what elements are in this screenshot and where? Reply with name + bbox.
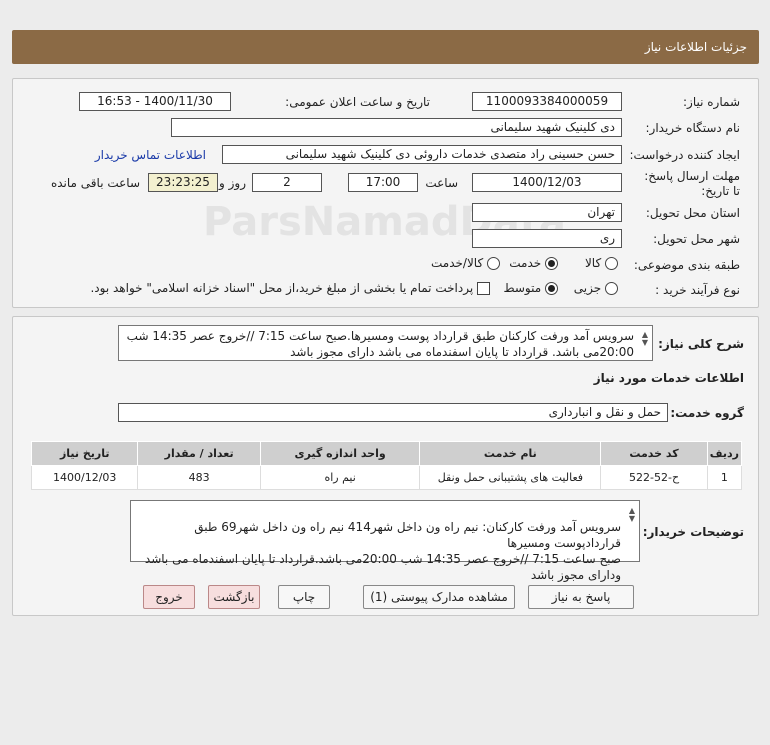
column-header: کد خدمت [601, 442, 707, 466]
buyer-org-field: دی کلینیک شهید سلیمانی [171, 118, 622, 137]
announce-label: تاریخ و ساعت اعلان عمومی: [285, 95, 430, 109]
details-panel [12, 316, 759, 616]
print-button[interactable]: چاپ [278, 585, 330, 609]
column-header: ردیف [707, 442, 741, 466]
reply-button[interactable]: پاسخ به نیاز [528, 585, 634, 609]
summary-scroll-icon[interactable]: ▲ ▼ [641, 330, 648, 347]
table-header-row [32, 442, 742, 466]
service-group-field: حمل و نقل و انبارداری [118, 403, 668, 422]
need-number-label: شماره نیاز: [683, 95, 740, 109]
province-label: استان محل تحویل: [645, 206, 740, 220]
service-group-label: گروه خدمت: [670, 406, 744, 420]
checkbox-icon[interactable] [477, 282, 490, 295]
cell-need-date: 1400/12/03 [32, 466, 138, 490]
radio-selected-icon[interactable] [545, 257, 558, 270]
category-option-goods-service[interactable]: کالا/خدمت [431, 256, 500, 270]
exit-button[interactable]: خروج [143, 585, 195, 609]
process-option-medium[interactable]: متوسط [503, 281, 558, 295]
deadline-date-field: 1400/12/03 [472, 173, 622, 192]
buyer-org-label: نام دستگاه خریدار: [645, 121, 740, 135]
announce-field: 1400/11/30 - 16:53 [79, 92, 231, 111]
services-table [31, 441, 742, 490]
deadline-time-field: 17:00 [348, 173, 418, 192]
summary-textbox: سرویس آمد ورفت کارکنان طبق قرارداد پوست ومسیرها.صبح ساعت 7:15 //خروج عصر 14:35 شب 20:00می باشد. قرارداد تا پایان اسفندماه می باشد دارای مجوز باشد [118, 325, 653, 361]
province-field: تهران [472, 203, 622, 222]
buyer-notes-label: توضیحات خریدار: [642, 525, 744, 539]
watermark: ParsNamadData [203, 199, 566, 245]
remaining-label: ساعت باقی مانده [50, 176, 140, 190]
back-button[interactable]: بازگشت [208, 585, 260, 609]
cell-row-number: 1 [707, 466, 741, 490]
column-header: تعداد / مقدار [138, 442, 260, 466]
cell-unit: نیم راه [260, 466, 420, 490]
time-label: ساعت [425, 176, 458, 190]
category-label: طبقه بندی موضوعی: [633, 258, 740, 272]
radio-unselected-icon[interactable] [605, 282, 618, 295]
info-panel [12, 78, 759, 308]
radio-unselected-icon[interactable] [487, 257, 500, 270]
need-number-field: 1100093384000059 [472, 92, 622, 111]
category-option-service[interactable]: خدمت [509, 256, 558, 270]
page-header [12, 30, 759, 64]
cell-service-name: فعالیت های پشتیبانی حمل ونقل [420, 466, 601, 490]
summary-label: شرح کلی نیاز: [658, 337, 744, 351]
buyer-notes-textbox: سرویس آمد ورفت کارکنان: نیم راه ون داخل شهر414 نیم راه ون داخل شهر69 طبق قراردادپوست ومسیرها صبح ساعت 7:15 //خروج عصر 14:35 شب 20:00می باشد.قرارداد تا پایان اسفندماه می باشد ودارای مجوز باشد [130, 500, 640, 562]
creator-field: حسن حسینی راد متصدی خدمات داروئی دی کلینیک شهید سلیمانی [222, 145, 622, 164]
cell-quantity: 483 [138, 466, 260, 490]
days-label: روز و [219, 176, 246, 190]
remaining-time-field: 23:23:25 [148, 173, 218, 192]
treasury-payment-checkbox[interactable]: پرداخت تمام یا بخشی از مبلغ خرید،از محل "اسناد خزانه اسلامی" خواهد بود. [90, 281, 490, 295]
column-header: واحد اندازه گیری [260, 442, 420, 466]
category-option-goods[interactable]: کالا [585, 256, 618, 270]
city-field: ری [472, 229, 622, 248]
deadline-label: مهلت ارسال پاسخ: تا تاریخ: [644, 169, 740, 198]
contact-info-link[interactable]: اطلاعات تماس خریدار [94, 148, 206, 162]
radio-unselected-icon[interactable] [605, 257, 618, 270]
view-attachments-button[interactable]: مشاهده مدارک پیوستی (1) [363, 585, 515, 609]
process-label: نوع فرآیند خرید : [655, 283, 740, 297]
process-option-minor[interactable]: جزیی [574, 281, 618, 295]
notes-scroll-icon[interactable]: ▲ ▼ [628, 506, 635, 523]
city-label: شهر محل تحویل: [653, 232, 740, 246]
page-title: جزئیات اطلاعات نیاز [644, 40, 747, 54]
services-title: اطلاعات خدمات مورد نیاز [593, 371, 744, 385]
radio-selected-icon[interactable] [545, 282, 558, 295]
creator-label: ایجاد کننده درخواست: [629, 148, 740, 162]
days-field: 2 [252, 173, 322, 192]
column-header: تاریخ نیاز [32, 442, 138, 466]
cell-service-code: ح-52-522 [601, 466, 707, 490]
table-row [32, 466, 742, 490]
column-header: نام خدمت [420, 442, 601, 466]
